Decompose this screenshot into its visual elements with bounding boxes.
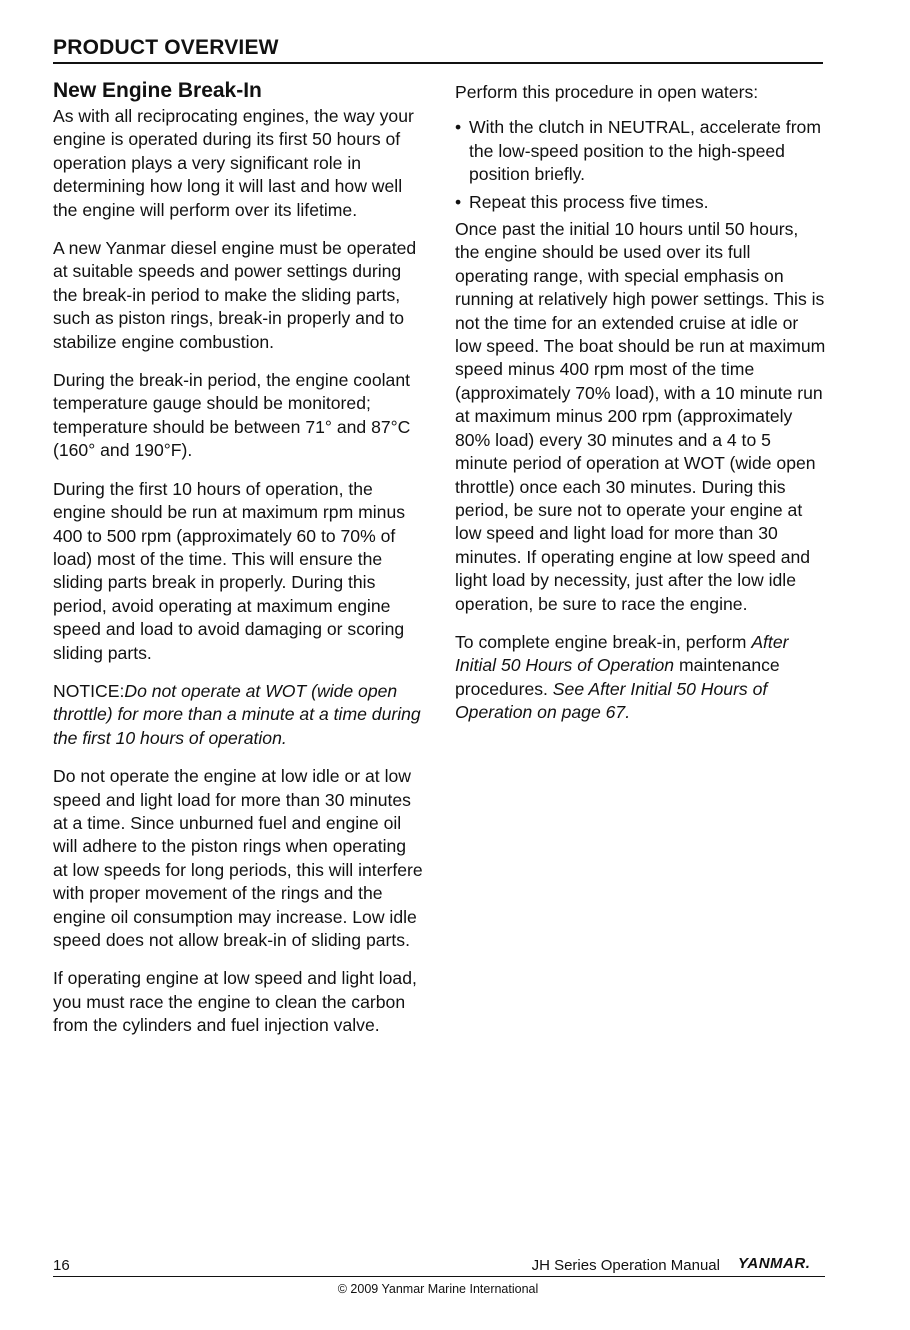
paragraph: A new Yanmar diesel engine must be operated at suitable speeds and power settings during the break-in period to make the sliding parts, such as piston rings, break-in properly and to stabilize engine combustion. — [53, 238, 417, 352]
page-number: 16 — [53, 1257, 70, 1274]
right-column — [455, 78, 827, 740]
paragraph: Once past the initial 10 hours until 50 hours, the engine should be used over its full operating range, with special emphasis on running at relatively high power settings. This is not the time for an extended cruise at idle or low speed. The boat should be run at maximum speed minus 400 rpm most of the time (approximately 70% load), with a 10 minute run at maximum minus 200 rpm (approximately 80% load) every 30 minutes and a 4 to 5 minute period of operation at WOT (wide open throttle) once each 30 minutes. During this period, be sure not to operate your engine at low speed and light load for more than 30 minutes. If operating engine at low speed and light load by necessity, just after the low idle operation, be sure to race the engine. — [455, 219, 826, 614]
bullet-icon: • — [455, 117, 462, 138]
copyright: © 2009 Yanmar Marine International — [337, 1282, 539, 1296]
procedure-intro: Perform this procedure in open waters: — [455, 82, 759, 102]
text-run: maintenance procedures. — [455, 655, 780, 699]
paragraph: As with all reciprocating engines, the way your engine is operated during its first 50 hours of operation plays a very significant role in determining how long it will last and how well the engine will perform over its lifetime. — [53, 106, 414, 220]
section-header: PRODUCT OVERVIEW — [53, 36, 823, 64]
bullet-icon: • — [455, 191, 462, 212]
list-item — [455, 191, 827, 214]
yanmar-logo: YANMAR. — [738, 1255, 811, 1272]
italic-reference: After Initial 50 Hours of Operation — [455, 631, 789, 676]
paragraph — [455, 631, 827, 725]
paragraph: During the break-in period, the engine coolant temperature gauge should be monitored; temperature should be between 71° and 87°C (160° and 190°F). — [53, 370, 411, 461]
notice-label: NOTICE: — [53, 680, 125, 701]
paragraph: If operating engine at low speed and light load, you must race the engine to clean the carbon from the cylinders and fuel injection valve. — [53, 968, 417, 1036]
notice — [53, 680, 423, 750]
procedure-list — [455, 116, 827, 214]
paragraph: Do not operate the engine at low idle or at low speed and light load for more than 30 minutes at a time. Since unburned fuel and engine oil will adhere to the piston rings when operating at low speeds for long periods, this will interfere with proper movement of the rings and the engine oil consumption may increase. Low idle speed does not allow break-in of sliding parts. — [53, 766, 423, 950]
left-column — [53, 78, 423, 1053]
list-item — [455, 116, 827, 186]
section-heading: New Engine Break-In — [53, 79, 262, 102]
text-run: To complete engine break-in, perform — [455, 631, 752, 652]
footer-divider — [53, 1276, 825, 1277]
list-item-text: Repeat this process five times. — [469, 191, 709, 212]
notice-text: Do not operate at WOT (wide open throttle) for more than a minute at a time during the first 10 hours of operation. — [53, 680, 421, 748]
cross-reference-link[interactable]: See After Initial 50 Hours of Operation on page 67. — [455, 678, 768, 723]
paragraph: During the first 10 hours of operation, the engine should be run at maximum rpm minus 400 to 500 rpm (approximately 60 to 70% of load) most of the time. This will ensure the sliding parts break in properly. During this period, avoid operating at maximum engine speed and load to avoid damaging or scoring sliding parts. — [53, 478, 406, 663]
list-item-text: With the clutch in NEUTRAL, accelerate from the low-speed position to the high-speed position briefly. — [469, 117, 821, 185]
manual-title: JH Series Operation Manual — [531, 1257, 720, 1274]
